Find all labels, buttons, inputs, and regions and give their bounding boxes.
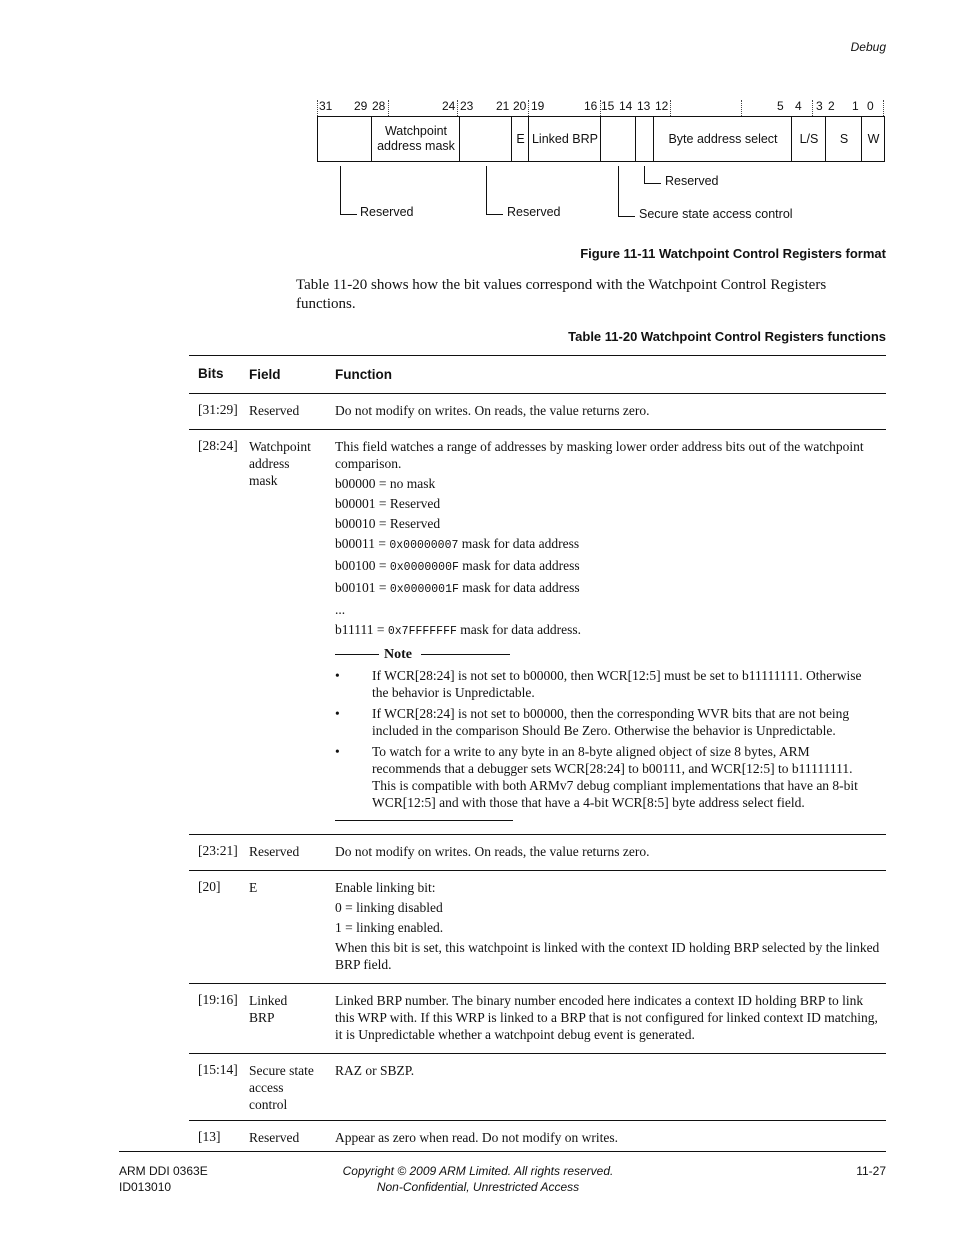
mask-encoding: b00101 = — [335, 580, 390, 595]
bit-tick — [812, 100, 813, 116]
note-item — [335, 667, 886, 701]
table-row — [189, 1053, 886, 1120]
bit-number: 2 — [828, 99, 835, 113]
row-bits: [28:24] — [198, 438, 238, 453]
bit-tick — [388, 100, 389, 116]
function-text: Appear as zero when read. Do not modify on writes. — [335, 1130, 619, 1145]
bit-tick — [317, 100, 318, 116]
note-block — [335, 646, 886, 821]
bullet: • — [335, 744, 340, 759]
table-row — [189, 393, 886, 429]
function-text: Do not modify on writes. On reads, the value returns zero. — [335, 403, 650, 418]
bit-number: 31 — [319, 99, 333, 113]
callout-leader — [340, 166, 357, 215]
figure-caption: Figure 11-11 Watchpoint Control Registers format — [580, 246, 886, 261]
bit-number: 5 — [777, 99, 784, 113]
footer-issue-id: ID013010 — [119, 1180, 172, 1194]
mask-description: mask for data address — [458, 536, 580, 551]
callout-leader — [644, 166, 661, 184]
note-rule — [335, 654, 379, 655]
note-heading — [335, 646, 886, 663]
function-text: RAZ or SBZP. — [335, 1063, 415, 1078]
note-rule — [421, 654, 510, 655]
row-field: Reserved — [249, 403, 300, 418]
table-row — [189, 983, 886, 1053]
mask-value: 0x7FFFFFFF — [387, 625, 457, 638]
table-header-row — [189, 355, 886, 393]
field-reserved-31-29 — [318, 117, 371, 161]
function-text: Do not modify on writes. On reads, the value returns zero. — [335, 844, 650, 859]
row-bits: [23:21] — [198, 843, 238, 858]
callout-leader — [486, 166, 503, 215]
row-bits: [15:14] — [198, 1062, 238, 1077]
function-text: b00000 = no mask — [335, 476, 436, 491]
row-field: Reserved — [249, 1130, 300, 1145]
bit-number: 15 — [601, 99, 615, 113]
column-header-field: Field — [249, 367, 281, 382]
mask-description: mask for data address — [458, 558, 580, 573]
mask-line — [335, 579, 886, 598]
note-text: If WCR[28:24] is not set to b00000, then the corresponding WVR bits that are not being included in the comparison Should Be Zero. Otherwise the behavior is Unpredictable. — [372, 706, 850, 738]
function-text: This field watches a range of addresses by masking lower order address bits out of the watchpoint comparison. — [335, 439, 864, 471]
table-row — [189, 429, 886, 834]
bit-number: 21 — [496, 99, 510, 113]
bit-number: 3 — [816, 99, 823, 113]
function-text: When this bit is set, this watchpoint is linked with the context ID holding BRP selected by the linked BRP field. — [335, 940, 880, 972]
row-field: Linked BRP — [249, 993, 288, 1025]
running-header-section: Debug — [850, 40, 886, 54]
note-end-rule — [335, 820, 513, 821]
bullet: • — [335, 706, 340, 721]
row-function — [335, 438, 886, 827]
field-e: E — [511, 117, 529, 161]
bit-number: 19 — [531, 99, 545, 113]
field-ls: L/S — [791, 117, 826, 161]
table-caption: Table 11-20 Watchpoint Control Registers functions — [568, 329, 886, 344]
note-title: Note — [384, 647, 412, 662]
row-function — [335, 1062, 886, 1113]
row-function — [335, 879, 886, 976]
function-text: b00001 = Reserved — [335, 496, 441, 511]
mask-encoding: b11111 = — [335, 622, 388, 637]
mask-value: 0x0000000F — [389, 561, 459, 574]
row-function — [335, 843, 886, 863]
bit-number: 16 — [584, 99, 598, 113]
note-text: If WCR[28:24] is not set to b00000, then WCR[12:5] must be set to b11111111. Otherwise the behavior is Unpredictable. — [372, 668, 862, 700]
note-item — [335, 743, 886, 811]
row-bits: [31:29] — [198, 402, 238, 417]
bit-number: 14 — [619, 99, 633, 113]
mask-encoding: b00011 = — [335, 536, 390, 551]
row-field: Reserved — [249, 844, 300, 859]
bit-tick — [600, 100, 601, 116]
mask-ellipsis: ... — [335, 602, 346, 617]
callout-leader — [618, 166, 635, 217]
row-function — [335, 1129, 886, 1149]
footer-access: Non-Confidential, Unrestricted Access — [376, 1180, 580, 1194]
bit-number: 12 — [655, 99, 669, 113]
bit-tick — [528, 100, 529, 116]
mask-line — [335, 557, 886, 576]
mask-value: 0x00000007 — [389, 539, 459, 552]
bit-number: 13 — [637, 99, 651, 113]
row-function — [335, 992, 886, 1046]
footer-rule — [119, 1151, 886, 1152]
row-field: Secure state access control — [249, 1063, 314, 1112]
field-w: W — [861, 117, 885, 161]
callout-reserved-23-21: Reserved — [507, 205, 561, 219]
note-item — [335, 705, 886, 739]
function-text: b00010 = Reserved — [335, 516, 441, 531]
column-header-bits: Bits — [198, 366, 224, 381]
footer-doc-id: ARM DDI 0363E — [119, 1164, 208, 1178]
bit-tick — [670, 100, 671, 116]
row-bits: [13] — [198, 1129, 221, 1144]
table-row — [189, 870, 886, 983]
field-reserved-23-21 — [459, 117, 512, 161]
bit-number: 24 — [442, 99, 456, 113]
callout-secure-state-access-control: Secure state access control — [639, 207, 793, 221]
table-row — [189, 834, 886, 870]
register-format-diagram — [0, 0, 954, 240]
column-header-function: Function — [335, 367, 392, 382]
function-text: 0 = linking disabled — [335, 900, 443, 915]
mask-line — [335, 535, 886, 554]
functions-table — [189, 355, 886, 1156]
bit-tick — [883, 100, 884, 116]
mask-description: mask for data address — [458, 580, 580, 595]
field-s: S — [825, 117, 862, 161]
bit-number: 29 — [354, 99, 368, 113]
bit-number: 1 — [852, 99, 859, 113]
row-function — [335, 402, 886, 422]
field-reserved-13 — [635, 117, 654, 161]
footer-copyright: Copyright © 2009 ARM Limited. All rights reserved. — [342, 1164, 614, 1178]
bit-number: 28 — [372, 99, 386, 113]
function-text: Enable linking bit: — [335, 880, 436, 895]
bit-tick — [457, 100, 458, 116]
mask-line — [335, 621, 886, 640]
mask-encoding: b00100 = — [335, 558, 390, 573]
note-text: To watch for a write to any byte in an 8-byte aligned object of size 8 bytes, ARM recommends that a debugger sets WCR[28:24] to b00111, and WCR[12:5] to b11111111. This is compatible with both ARMv7 debug compliant implementations that have an 8-bit WCR[12:5] and with those that have a 4-bit WCR[8:5] byte address select field. — [372, 744, 858, 810]
mask-description: mask for data address. — [456, 622, 581, 637]
bit-number: 4 — [795, 99, 802, 113]
field-linked-brp: Linked BRP — [528, 117, 601, 161]
field-watchpoint-address-mask: Watchpoint address mask — [371, 117, 460, 161]
field-byte-address-select: Byte address select — [653, 117, 792, 161]
callout-reserved-13: Reserved — [665, 174, 719, 188]
register-box — [317, 116, 885, 162]
bit-number: 20 — [513, 99, 527, 113]
bullet: • — [335, 668, 340, 683]
callout-reserved-31-29: Reserved — [360, 205, 414, 219]
row-bits: [20] — [198, 879, 221, 894]
row-field: E — [249, 880, 258, 895]
row-field: Watchpoint address mask — [249, 439, 311, 488]
bit-number: 23 — [460, 99, 474, 113]
mask-line — [335, 601, 886, 618]
bit-tick — [741, 100, 742, 116]
bit-number: 0 — [867, 99, 874, 113]
row-bits: [19:16] — [198, 992, 238, 1007]
function-text: Linked BRP number. The binary number encoded here indicates a context ID holding BRP to link this WRP with. If this WRP is linked to a BRP that is not configured for linked context ID matching, it is Unpredictable whether a watchpoint debug event is generated. — [335, 993, 878, 1042]
intro-paragraph: Table 11-20 shows how the bit values correspond with the Watchpoint Control Registers functions. — [296, 277, 827, 312]
function-text: 1 = linking enabled. — [335, 920, 444, 935]
field-secure-state-access-control — [600, 117, 636, 161]
mask-value: 0x0000001F — [389, 583, 459, 596]
footer-page-number: 11-27 — [856, 1164, 886, 1178]
